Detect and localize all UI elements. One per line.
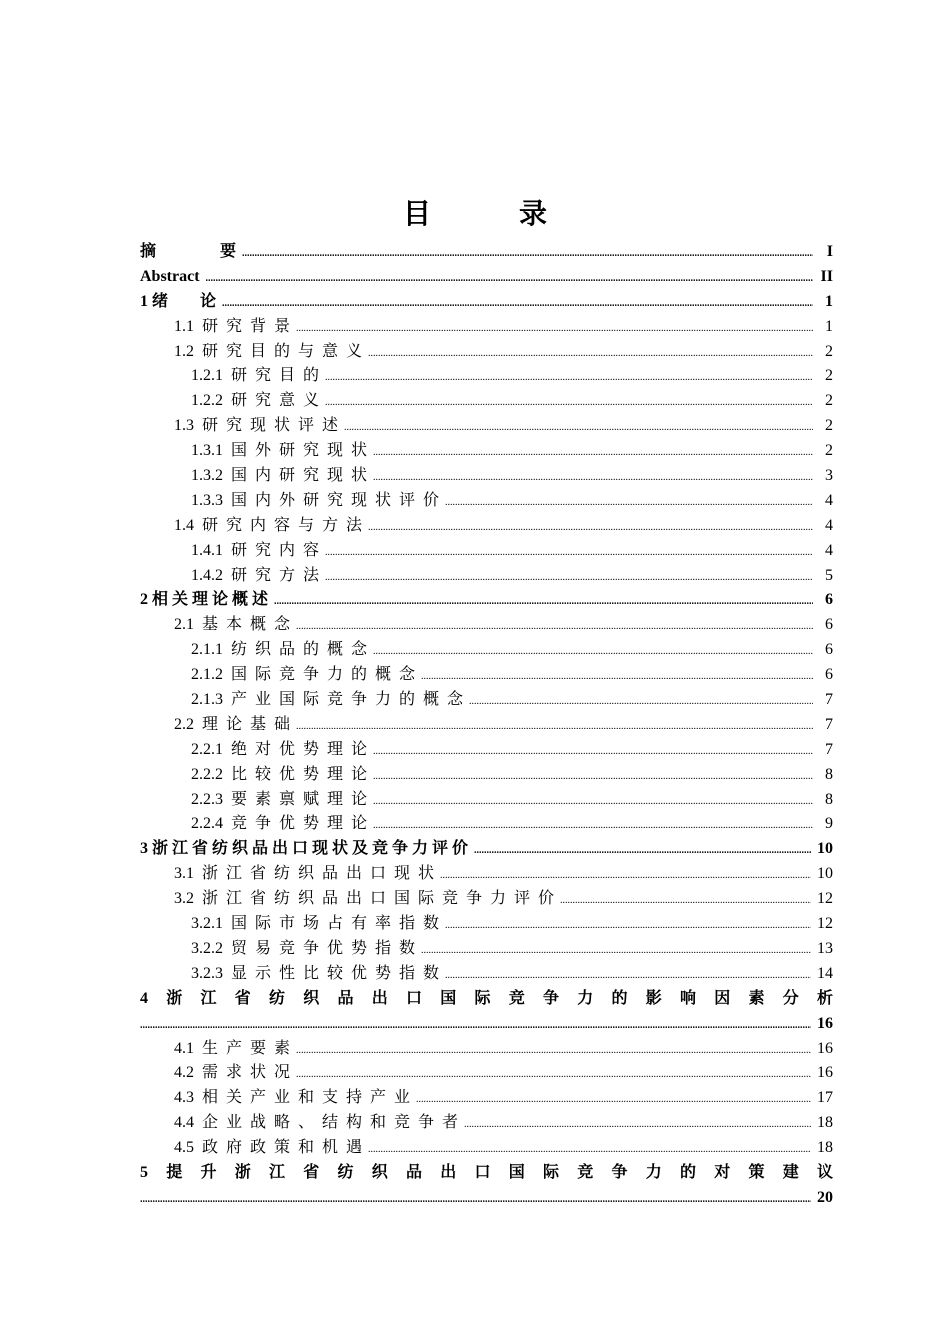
toc-leader-dots <box>373 466 813 491</box>
toc-entry[interactable] <box>140 663 833 688</box>
toc-leader-dots <box>368 342 813 367</box>
toc-page-number: 6 <box>825 641 833 659</box>
toc-entry-label: 3.1 浙 江 省 纺 织 品 出 口 现 状 <box>174 865 435 883</box>
toc-leader-dots <box>445 914 811 939</box>
toc-entry-label: 3.2.3 显 示 性 比 较 优 势 指 数 <box>191 964 440 982</box>
toc-entry-label: 2.1 基 本 概 念 <box>174 616 291 634</box>
toc-entry[interactable] <box>140 912 833 937</box>
toc-leader-dots <box>344 416 813 441</box>
toc-entry[interactable] <box>140 738 833 763</box>
toc-entry[interactable] <box>140 837 833 862</box>
toc-entry-label: 2.1.2 国 际 竞 争 力 的 概 念 <box>191 666 416 684</box>
toc-entry-label: 1.3.1 国 外 研 究 现 状 <box>191 442 368 460</box>
toc-leader-dots <box>368 1138 811 1163</box>
toc-page-number: 17 <box>817 1089 833 1107</box>
toc-entry[interactable] <box>140 862 833 887</box>
toc-page-number: 10 <box>817 840 833 858</box>
toc-page-number: 16 <box>817 1039 833 1057</box>
toc-leader-dots <box>421 939 811 964</box>
toc-page-number: 4 <box>825 491 833 509</box>
toc-leader-dots <box>474 839 811 864</box>
toc-entry[interactable] <box>140 688 833 713</box>
toc-entry-label: 1.1 研 究 背 景 <box>174 317 291 335</box>
toc-entry[interactable] <box>140 1012 833 1037</box>
toc-entry[interactable] <box>140 364 833 389</box>
toc-entry[interactable] <box>140 588 833 613</box>
toc-leader-dots <box>373 814 813 839</box>
toc-entry[interactable] <box>140 414 833 439</box>
toc-entry[interactable] <box>140 613 833 638</box>
toc-entry-label: 5 提 升 浙 江 省 纺 织 品 出 口 国 际 竞 争 力 的 对 策 建 议 <box>140 1163 833 1181</box>
toc-entry-label: 2.2 理 论 基 础 <box>174 715 291 733</box>
toc-entry-label: 4.5 政 府 政 策 和 机 遇 <box>174 1139 363 1157</box>
toc-leader-dots <box>445 964 811 989</box>
toc-entry-label: 2.1.1 纺 织 品 的 概 念 <box>191 641 368 659</box>
toc-entry[interactable] <box>140 1061 833 1086</box>
toc-entry-label: 2.2.1 绝 对 优 势 理 论 <box>191 740 368 758</box>
toc-entry[interactable] <box>140 788 833 813</box>
toc-page-number: 2 <box>825 367 833 385</box>
toc-entry[interactable] <box>140 439 833 464</box>
toc-entry[interactable] <box>140 713 833 738</box>
toc-entry[interactable] <box>140 564 833 589</box>
toc-entry-label: 2.2.4 竞 争 优 势 理 论 <box>191 815 368 833</box>
toc-entry-label: 1.4.1 研 究 内 容 <box>191 541 320 559</box>
toc-entry[interactable] <box>140 1136 833 1161</box>
toc-entry[interactable] <box>140 763 833 788</box>
toc-leader-dots <box>368 516 813 541</box>
toc-page-number: 18 <box>817 1139 833 1157</box>
toc-entry[interactable] <box>140 887 833 912</box>
toc-entry[interactable] <box>140 638 833 663</box>
toc-page-number: 4 <box>825 541 833 559</box>
toc-entry-label: 1.4.2 研 究 方 法 <box>191 566 320 584</box>
toc-leader-dots <box>445 491 813 516</box>
toc-page-number: 16 <box>817 1064 833 1082</box>
toc-entry-label: 4.2 需 求 状 况 <box>174 1064 291 1082</box>
toc-entry[interactable] <box>140 265 833 290</box>
toc-page-number: 4 <box>825 516 833 534</box>
toc-entry[interactable] <box>140 1186 833 1211</box>
toc-page-number: 7 <box>825 691 833 709</box>
toc-entry[interactable] <box>140 812 833 837</box>
toc-leader-dots <box>440 864 811 889</box>
toc-leader-dots <box>416 1088 811 1113</box>
toc-entry[interactable] <box>140 464 833 489</box>
toc-leader-dots <box>325 366 813 391</box>
toc-leader-dots <box>421 665 813 690</box>
toc-entry[interactable] <box>140 514 833 539</box>
toc-leader-dots <box>464 1113 811 1138</box>
toc-page-number: 5 <box>825 566 833 584</box>
toc-entry-label: 1.3.2 国 内 研 究 现 状 <box>191 467 368 485</box>
toc-entry-label: 4.3 相 关 产 业 和 支 持 产 业 <box>174 1089 411 1107</box>
toc-entry-label: 3.2.2 贸 易 竞 争 优 势 指 数 <box>191 939 416 957</box>
toc-page-number: 20 <box>817 1188 833 1206</box>
toc-leader-dots <box>373 790 813 815</box>
toc-page-number: 1 <box>825 317 833 335</box>
toc-entry-label: 1 绪 论 <box>140 292 217 310</box>
toc-entry[interactable] <box>140 1111 833 1136</box>
toc-entry-label: 2 相 关 理 论 概 述 <box>140 591 269 609</box>
toc-page-number: 16 <box>817 1014 833 1032</box>
toc-entry-label: 2.2.2 比 较 优 势 理 论 <box>191 765 368 783</box>
toc-entry[interactable] <box>140 987 833 1012</box>
toc-page-number: II <box>820 267 833 285</box>
toc-page-number: 14 <box>817 964 833 982</box>
toc-entry[interactable] <box>140 937 833 962</box>
toc-entry[interactable] <box>140 489 833 514</box>
toc-entry-label: 3.2 浙 江 省 纺 织 品 出 口 国 际 竞 争 力 评 价 <box>174 890 555 908</box>
toc-entry[interactable] <box>140 240 833 265</box>
toc-entry-label: 1.2 研 究 目 的 与 意 义 <box>174 342 363 360</box>
toc-entry[interactable] <box>140 962 833 987</box>
toc-entry-label: 3.2.1 国 际 市 场 占 有 率 指 数 <box>191 915 440 933</box>
toc-entry-label: 1.2.2 研 究 意 义 <box>191 392 320 410</box>
toc-page-number: 8 <box>825 790 833 808</box>
toc-entry-label: 1.2.1 研 究 目 的 <box>191 367 320 385</box>
toc-leader-dots <box>296 715 813 740</box>
toc-leader-dots <box>325 566 813 591</box>
toc-page-number: 12 <box>817 890 833 908</box>
toc-leader-dots <box>469 690 813 715</box>
toc-entry-label: 1.4 研 究 内 容 与 方 法 <box>174 516 363 534</box>
toc-entry-label: 2.2.3 要 素 禀 赋 理 论 <box>191 790 368 808</box>
toc-leader-dots <box>296 317 813 342</box>
toc-page-number: 9 <box>825 815 833 833</box>
toc-page-number: 8 <box>825 765 833 783</box>
toc-leader-dots <box>206 267 813 292</box>
toc-leader-dots <box>373 740 813 765</box>
toc-page-number: 6 <box>825 666 833 684</box>
toc-entry-label: 4.4 企 业 战 略 、 结 构 和 竞 争 者 <box>174 1114 459 1132</box>
toc-page-number: 13 <box>817 939 833 957</box>
toc-leader-dots <box>560 889 811 914</box>
toc-page-number: 2 <box>825 442 833 460</box>
toc-page-number: 10 <box>817 865 833 883</box>
toc-leader-dots <box>325 391 813 416</box>
toc-entry-label: 1.3 研 究 现 状 评 述 <box>174 417 339 435</box>
toc-page-number: 18 <box>817 1114 833 1132</box>
toc-leader-dots <box>222 292 813 317</box>
toc-entry[interactable] <box>140 340 833 365</box>
toc-entry[interactable] <box>140 539 833 564</box>
toc-page-number: 12 <box>817 915 833 933</box>
toc-page-number: 2 <box>825 417 833 435</box>
toc-leader-dots <box>373 441 813 466</box>
toc-entry-label: 2.1.3 产 业 国 际 竞 争 力 的 概 念 <box>191 691 464 709</box>
toc-entry-label: 3 浙 江 省 纺 织 品 出 口 现 状 及 竞 争 力 评 价 <box>140 840 469 858</box>
toc-entry-label: 摘 要 <box>140 243 237 260</box>
toc-entry[interactable] <box>140 1161 833 1186</box>
toc-page-number: 3 <box>825 467 833 485</box>
toc-entry[interactable] <box>140 1037 833 1062</box>
toc-leader-dots <box>140 1188 811 1213</box>
toc-leader-dots <box>140 1014 811 1039</box>
toc-page-number: 6 <box>825 616 833 634</box>
toc-page-number: 6 <box>825 591 833 609</box>
toc-entry-label: 1.3.3 国 内 外 研 究 现 状 评 价 <box>191 491 440 509</box>
toc-leader-dots <box>325 541 813 566</box>
toc-leader-dots <box>242 242 813 267</box>
toc-entry-label: 4 浙 江 省 纺 织 品 出 口 国 际 竞 争 力 的 影 响 因 素 分 析 <box>140 989 833 1007</box>
toc-leader-dots <box>274 590 813 615</box>
toc-page-number: 7 <box>825 740 833 758</box>
toc-page-number: 2 <box>825 392 833 410</box>
toc-leader-dots <box>296 1063 811 1088</box>
toc-entry[interactable] <box>140 315 833 340</box>
toc-entry[interactable] <box>140 1086 833 1111</box>
toc-entry-label: 4.1 生 产 要 素 <box>174 1039 291 1057</box>
toc-entry[interactable] <box>140 290 833 315</box>
toc-page-number: 7 <box>825 715 833 733</box>
page-title: 目 录 <box>402 197 577 230</box>
toc-entry[interactable] <box>140 389 833 414</box>
toc-page-number: 2 <box>825 342 833 360</box>
toc-leader-dots <box>296 1039 811 1064</box>
toc-leader-dots <box>373 640 813 665</box>
toc-page-number: 1 <box>825 292 833 310</box>
toc-leader-dots <box>296 615 813 640</box>
toc-page-number: I <box>826 243 833 260</box>
toc-entry-label: Abstract <box>140 267 200 285</box>
table-of-contents <box>140 240 833 1211</box>
toc-leader-dots <box>373 765 813 790</box>
